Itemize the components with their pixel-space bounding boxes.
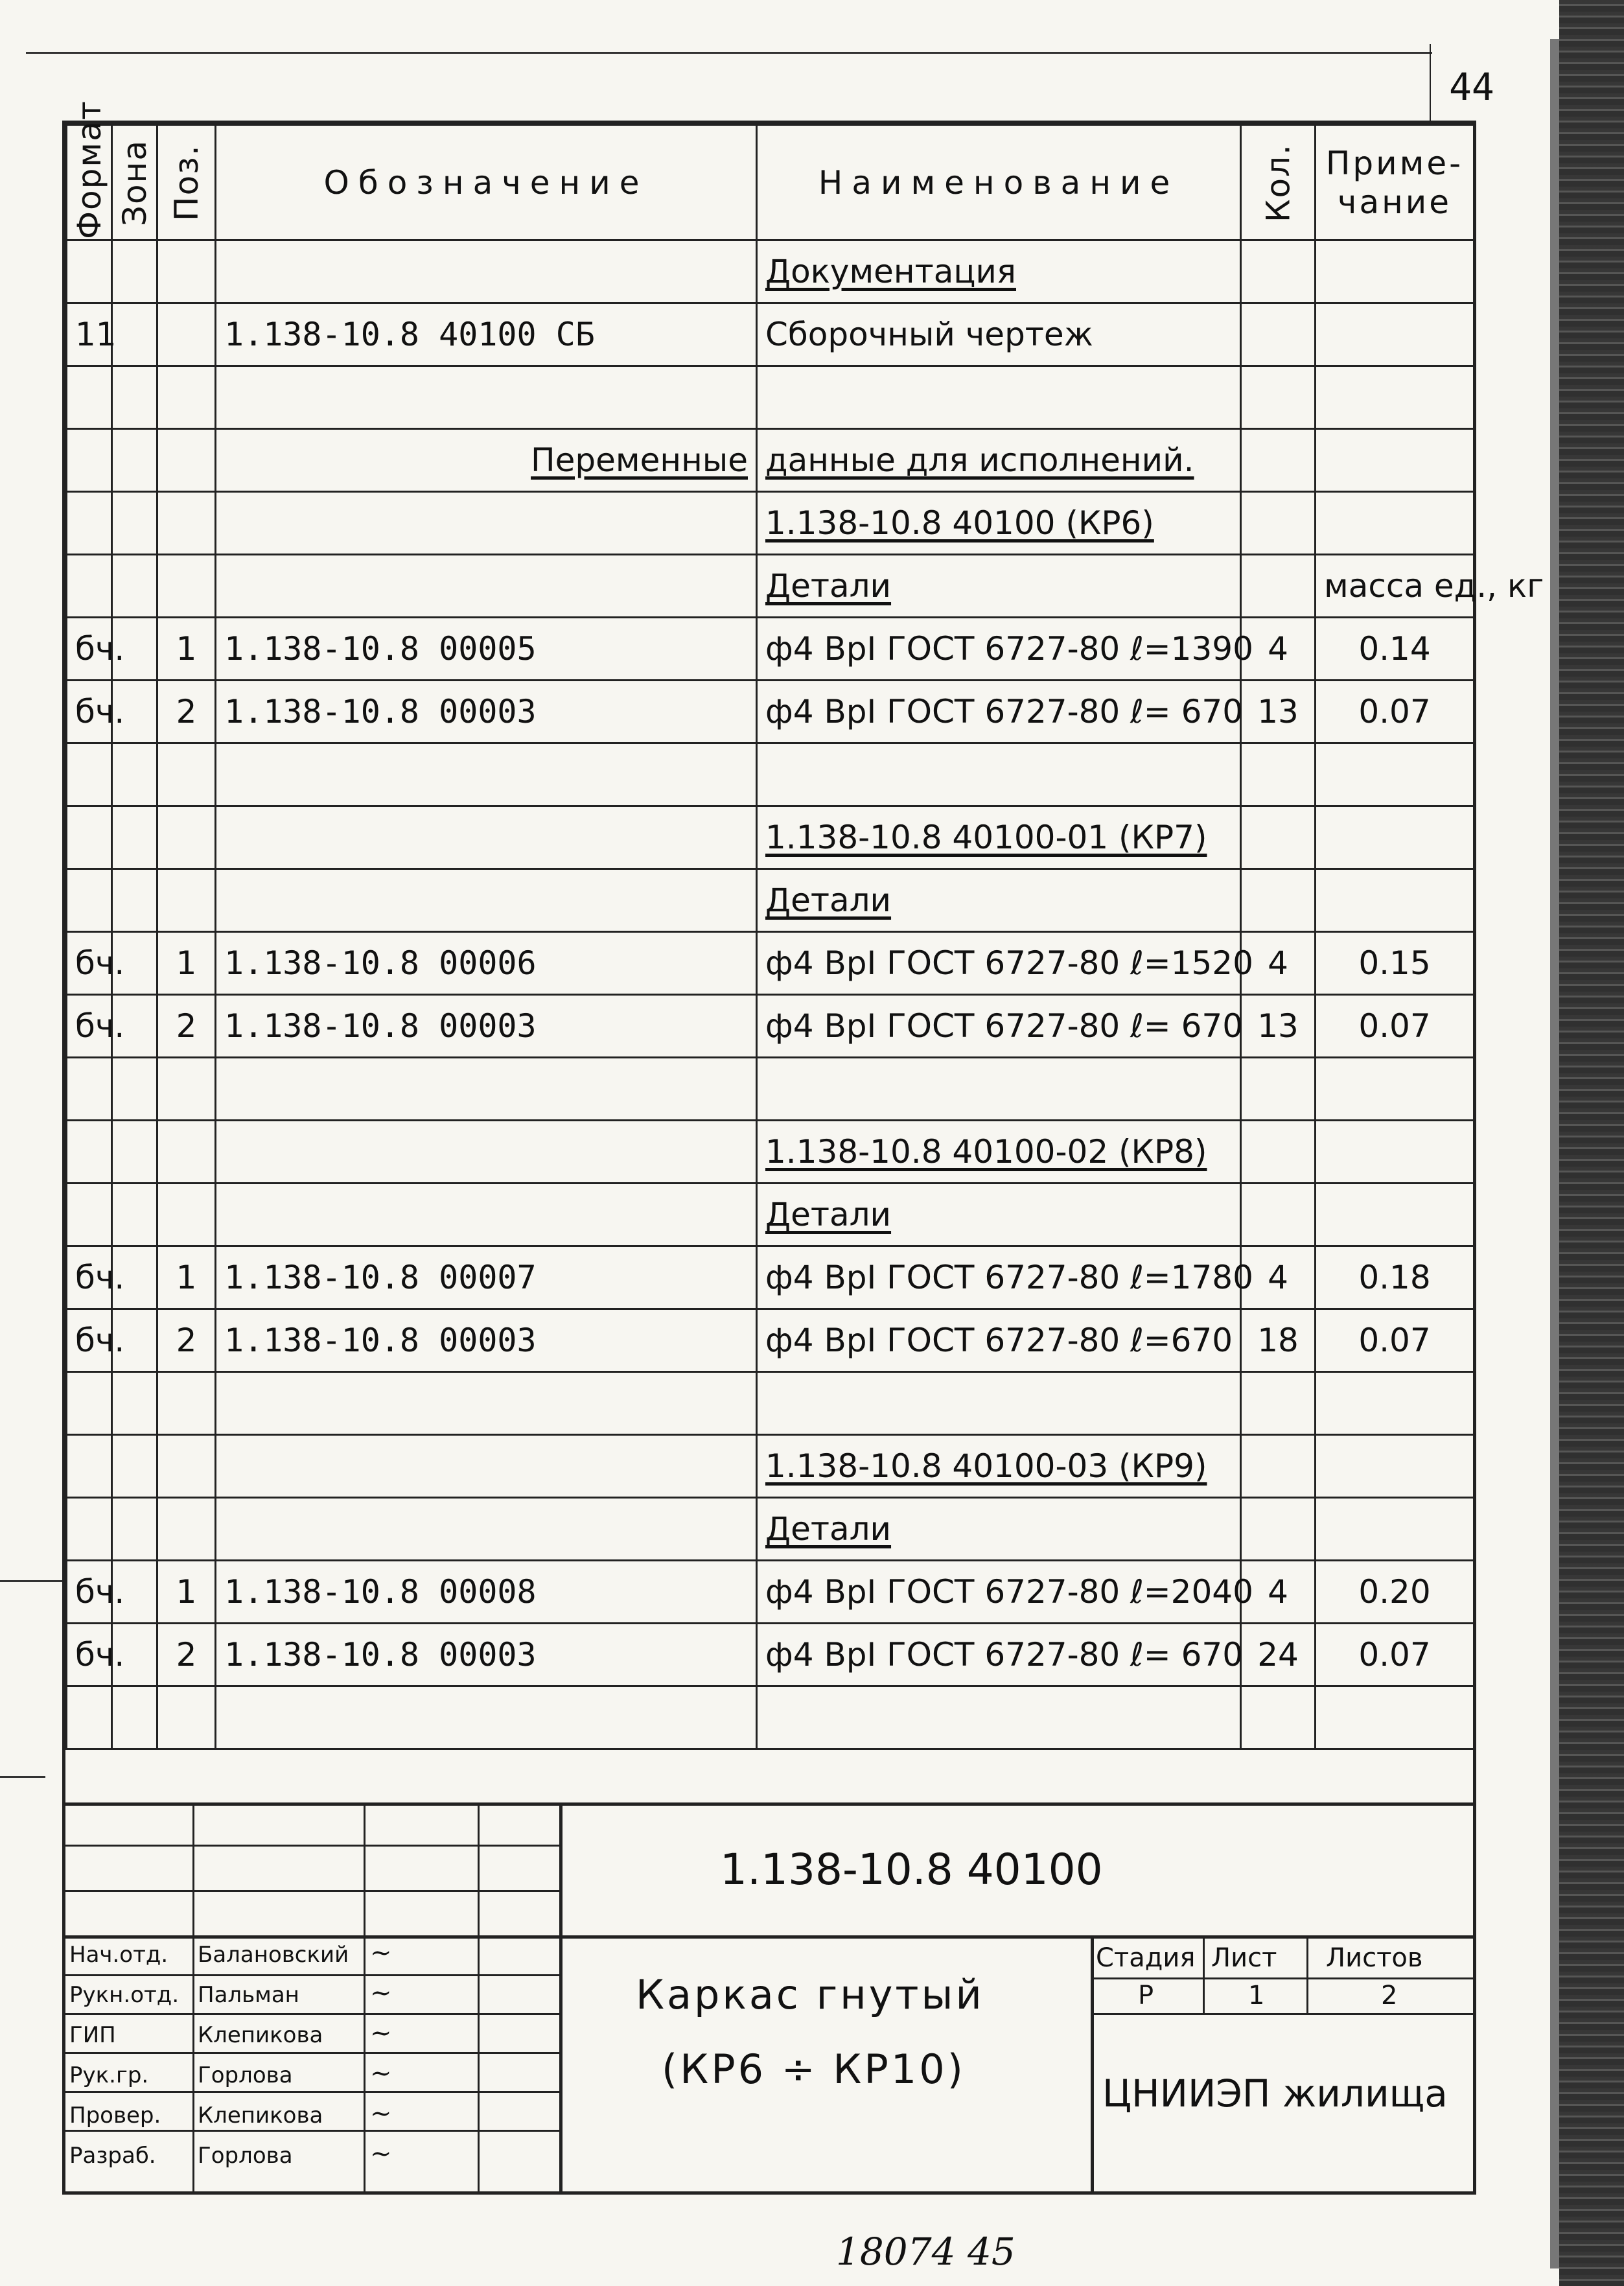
signature-name: Клепикова [198,2022,323,2048]
cell-note [1316,1686,1474,1749]
cell-qty [1241,869,1316,932]
cell-designation [216,555,757,618]
cell-qty: 4 [1241,1246,1316,1309]
cell-note [1316,1435,1474,1498]
table-row [67,429,1474,492]
cell-note [1316,1058,1474,1121]
cell-format [67,1435,112,1498]
cell-designation: 1.138-10.8 00003 [216,1309,757,1372]
table-row [67,1058,1474,1121]
cell-qty [1241,1686,1316,1749]
cell-name: 1.138-10.8 40100 (КР6) [757,492,1241,555]
cell-pos [157,743,216,806]
table-row [67,366,1474,429]
cell-designation [216,743,757,806]
table-row [67,806,1474,869]
cell-name: ф4 ВрI ГОСТ 6727-80 ℓ=2040 [757,1561,1241,1624]
binding-shadow [1550,39,1559,2269]
cell-name: Детали [757,869,1241,932]
cell-designation: 1.138-10.8 00005 [216,618,757,681]
cell-note: 0.20 [1316,1561,1474,1624]
page-number-divider [1430,44,1431,122]
cell-zone [112,555,157,618]
cell-name: 1.138-10.8 40100-03 (КР9) [757,1435,1241,1498]
signature-name: Горлова [198,2143,293,2169]
archive-number: 18074 45 [836,2230,1015,2274]
cell-zone [112,869,157,932]
cell-pos [157,1435,216,1498]
cell-format: бч. [67,1309,112,1372]
cell-qty [1241,743,1316,806]
cell-designation: 1.138-10.8 00008 [216,1561,757,1624]
table-row [67,1561,1474,1624]
signature-name: Пальман [198,1982,299,2008]
cell-note [1316,806,1474,869]
cell-note [1316,743,1474,806]
cell-note [1316,869,1474,932]
cell-qty [1241,1435,1316,1498]
cell-name [757,1058,1241,1121]
cell-qty [1241,240,1316,303]
cell-qty [1241,303,1316,366]
cell-designation [216,869,757,932]
table-row [67,1435,1474,1498]
cell-pos [157,806,216,869]
cell-name [757,1372,1241,1435]
cell-name: ф4 ВрI ГОСТ 6727-80 ℓ= 670 [757,681,1241,743]
cell-qty [1241,1498,1316,1561]
cell-name: ф4 ВрI ГОСТ 6727-80 ℓ=1780 [757,1246,1241,1309]
cell-pos: 1 [157,618,216,681]
cell-name [757,366,1241,429]
cell-format [67,1372,112,1435]
table-row [67,240,1474,303]
cell-qty [1241,1058,1316,1121]
cell-pos [157,1058,216,1121]
header-zone: Зона [112,125,157,240]
cell-note: 0.07 [1316,681,1474,743]
sheet-label: Лист [1211,1943,1277,1973]
cell-qty: 13 [1241,681,1316,743]
signature-role: Рук.гр. [69,2062,149,2088]
sheets-value: 2 [1381,1981,1398,2011]
cell-format [67,806,112,869]
cell-note [1316,303,1474,366]
signature-role: Провер. [69,2103,161,2129]
table-row [67,869,1474,932]
specification-sheet [62,100,1544,2195]
cell-name: 1.138-10.8 40100-02 (КР8) [757,1121,1241,1184]
signature-name: Горлова [198,2062,293,2088]
cell-qty [1241,366,1316,429]
cell-format [67,1058,112,1121]
table-row [67,1121,1474,1184]
cell-designation: 1.138-10.8 00003 [216,681,757,743]
cell-zone [112,1435,157,1498]
left-margin-mark [0,1776,45,1778]
title-line-2: (КР6 ÷ КР10) [662,2046,966,2093]
cell-format [67,869,112,932]
table-row [67,1498,1474,1561]
cell-zone [112,1686,157,1749]
cell-name: ф4 ВрI ГОСТ 6727-80 ℓ= 670 [757,995,1241,1058]
header-format: Формат [67,125,112,240]
cell-note [1316,1372,1474,1435]
table-row [67,618,1474,681]
header-note: Приме-чание [1316,125,1474,240]
cell-pos: 1 [157,1561,216,1624]
table-row [67,1246,1474,1309]
signature-mark: ~ [370,2139,392,2169]
signature-mark: ~ [370,1938,392,1968]
cell-designation [216,806,757,869]
cell-note: масса ед., кг [1316,555,1474,618]
signature-role: ГИП [69,2022,116,2048]
cell-note [1316,1498,1474,1561]
cell-designation [216,1372,757,1435]
doc-code: 1.138-10.8 40100 [720,1845,1103,1895]
cell-name: ф4 ВрI ГОСТ 6727-80 ℓ=1520 [757,932,1241,995]
cell-designation [216,1184,757,1246]
cell-name: Детали [757,1184,1241,1246]
table-row [67,555,1474,618]
cell-zone [112,1184,157,1246]
stage-value: Р [1138,1981,1154,2011]
cell-pos [157,303,216,366]
cell-format [67,240,112,303]
cell-designation: 1.138-10.8 40100 СБ [216,303,757,366]
cell-pos [157,1498,216,1561]
cell-note: 0.07 [1316,1624,1474,1686]
cell-zone [112,1372,157,1435]
cell-format [67,1121,112,1184]
cell-zone [112,1058,157,1121]
cell-pos [157,1121,216,1184]
cell-pos: 2 [157,1624,216,1686]
header-designation: Обозначение [216,125,757,240]
cell-zone [112,1498,157,1561]
table-body [67,240,1544,1749]
cell-pos: 1 [157,1246,216,1309]
cell-qty [1241,1372,1316,1435]
binding-edge [1559,0,1624,2286]
cell-name: ф4 ВрI ГОСТ 6727-80 ℓ=670 [757,1309,1241,1372]
cell-qty: 4 [1241,1561,1316,1624]
table-row [67,743,1474,806]
cell-qty [1241,429,1316,492]
cell-format: бч. [67,995,112,1058]
cell-zone [112,492,157,555]
cell-pos [157,240,216,303]
signature-mark: ~ [370,2099,392,2129]
cell-designation: 1.138-10.8 00003 [216,995,757,1058]
cell-zone [112,1121,157,1184]
cell-name: Сборочный чертеж [757,303,1241,366]
cell-name [757,743,1241,806]
cell-format: бч. [67,932,112,995]
cell-note [1316,1184,1474,1246]
cell-qty [1241,492,1316,555]
cell-pos [157,1184,216,1246]
cell-format [67,1686,112,1749]
cell-format: бч. [67,1561,112,1624]
cell-pos: 2 [157,1309,216,1372]
cell-note [1316,240,1474,303]
cell-designation: 1.138-10.8 00003 [216,1624,757,1686]
specification-table [65,100,1544,1750]
cell-format: бч. [67,1246,112,1309]
cell-designation [216,1498,757,1561]
signature-name: Балановский [198,1942,349,1968]
cell-note [1316,1121,1474,1184]
cell-note [1316,366,1474,429]
cell-designation [216,240,757,303]
cell-pos [157,429,216,492]
cell-qty [1241,1121,1316,1184]
cell-format [67,1498,112,1561]
cell-qty: 24 [1241,1624,1316,1686]
header-name: Наименование [757,125,1241,240]
cell-designation [216,1058,757,1121]
cell-qty: 4 [1241,932,1316,995]
cell-pos [157,555,216,618]
table-row [67,1686,1474,1749]
cell-zone [112,806,157,869]
cell-name: данные для исполнений. [757,429,1241,492]
table-row [67,492,1474,555]
cell-pos [157,366,216,429]
table-row [67,932,1474,995]
cell-name: Детали [757,1498,1241,1561]
cell-designation [216,1686,757,1749]
cell-pos: 2 [157,681,216,743]
cell-pos: 1 [157,932,216,995]
cell-zone [112,240,157,303]
cell-name: 1.138-10.8 40100-01 (КР7) [757,806,1241,869]
title-line-1: Каркас гнутый [636,1971,984,2018]
cell-format [67,743,112,806]
cell-designation [216,1435,757,1498]
cell-note: 0.14 [1316,618,1474,681]
cell-zone [112,429,157,492]
stage-label: Стадия [1096,1943,1196,1973]
cell-format: бч. [67,618,112,681]
cell-format: бч. [67,681,112,743]
table-header-row [67,125,1474,240]
cell-designation: 1.138-10.8 00007 [216,1246,757,1309]
cell-name: Документация [757,240,1241,303]
signature-role: Нач.отд. [69,1942,168,1968]
cell-name [757,1686,1241,1749]
sheets-label: Листов [1326,1943,1423,1973]
cell-designation: 1.138-10.8 00006 [216,932,757,995]
cell-designation [216,492,757,555]
cell-format: бч. [67,1624,112,1686]
top-border-line [26,52,1432,54]
table-row [67,995,1474,1058]
cell-name: ф4 ВрI ГОСТ 6727-80 ℓ= 670 [757,1624,1241,1686]
signature-mark: ~ [370,2059,392,2088]
cell-designation [216,366,757,429]
cell-note: 0.07 [1316,1309,1474,1372]
signature-mark: ~ [370,2018,392,2048]
cell-qty: 18 [1241,1309,1316,1372]
signature-mark: ~ [370,1978,392,2008]
signature-role: Рукн.отд. [69,1982,180,2008]
cell-name: ф4 ВрI ГОСТ 6727-80 ℓ=1390 [757,618,1241,681]
signature-role: Разраб. [69,2143,156,2169]
cell-zone [112,303,157,366]
cell-zone [112,366,157,429]
cell-qty: 13 [1241,995,1316,1058]
cell-qty [1241,806,1316,869]
cell-note [1316,429,1474,492]
cell-qty: 4 [1241,618,1316,681]
cell-designation: Переменные [216,429,757,492]
cell-note: 0.15 [1316,932,1474,995]
cell-designation [216,1121,757,1184]
cell-zone [112,743,157,806]
cell-pos [157,492,216,555]
table-row [67,1372,1474,1435]
cell-pos [157,869,216,932]
organization: ЦНИИЭП жилища [1102,2071,1448,2116]
cell-format [67,366,112,429]
cell-pos: 2 [157,995,216,1058]
sheet-value: 1 [1248,1981,1265,2011]
table-row [67,1624,1474,1686]
table-row [67,303,1474,366]
table-row [67,1309,1474,1372]
cell-format [67,429,112,492]
cell-format [67,555,112,618]
cell-format [67,492,112,555]
header-qty: Кол. [1241,125,1316,240]
table-row [67,1184,1474,1246]
page-number: 44 [1449,65,1494,109]
cell-pos [157,1686,216,1749]
cell-qty [1241,1184,1316,1246]
cell-note: 0.18 [1316,1246,1474,1309]
title-block [65,1802,1473,2195]
cell-note: 0.07 [1316,995,1474,1058]
table-row [67,681,1474,743]
signature-name: Клепикова [198,2103,323,2129]
header-pos: Поз. [157,125,216,240]
cell-format [67,1184,112,1246]
cell-format: 11 [67,303,112,366]
cell-pos [157,1372,216,1435]
cell-qty [1241,555,1316,618]
left-margin-mark [0,1580,62,1582]
cell-name: Детали [757,555,1241,618]
cell-note [1316,492,1474,555]
